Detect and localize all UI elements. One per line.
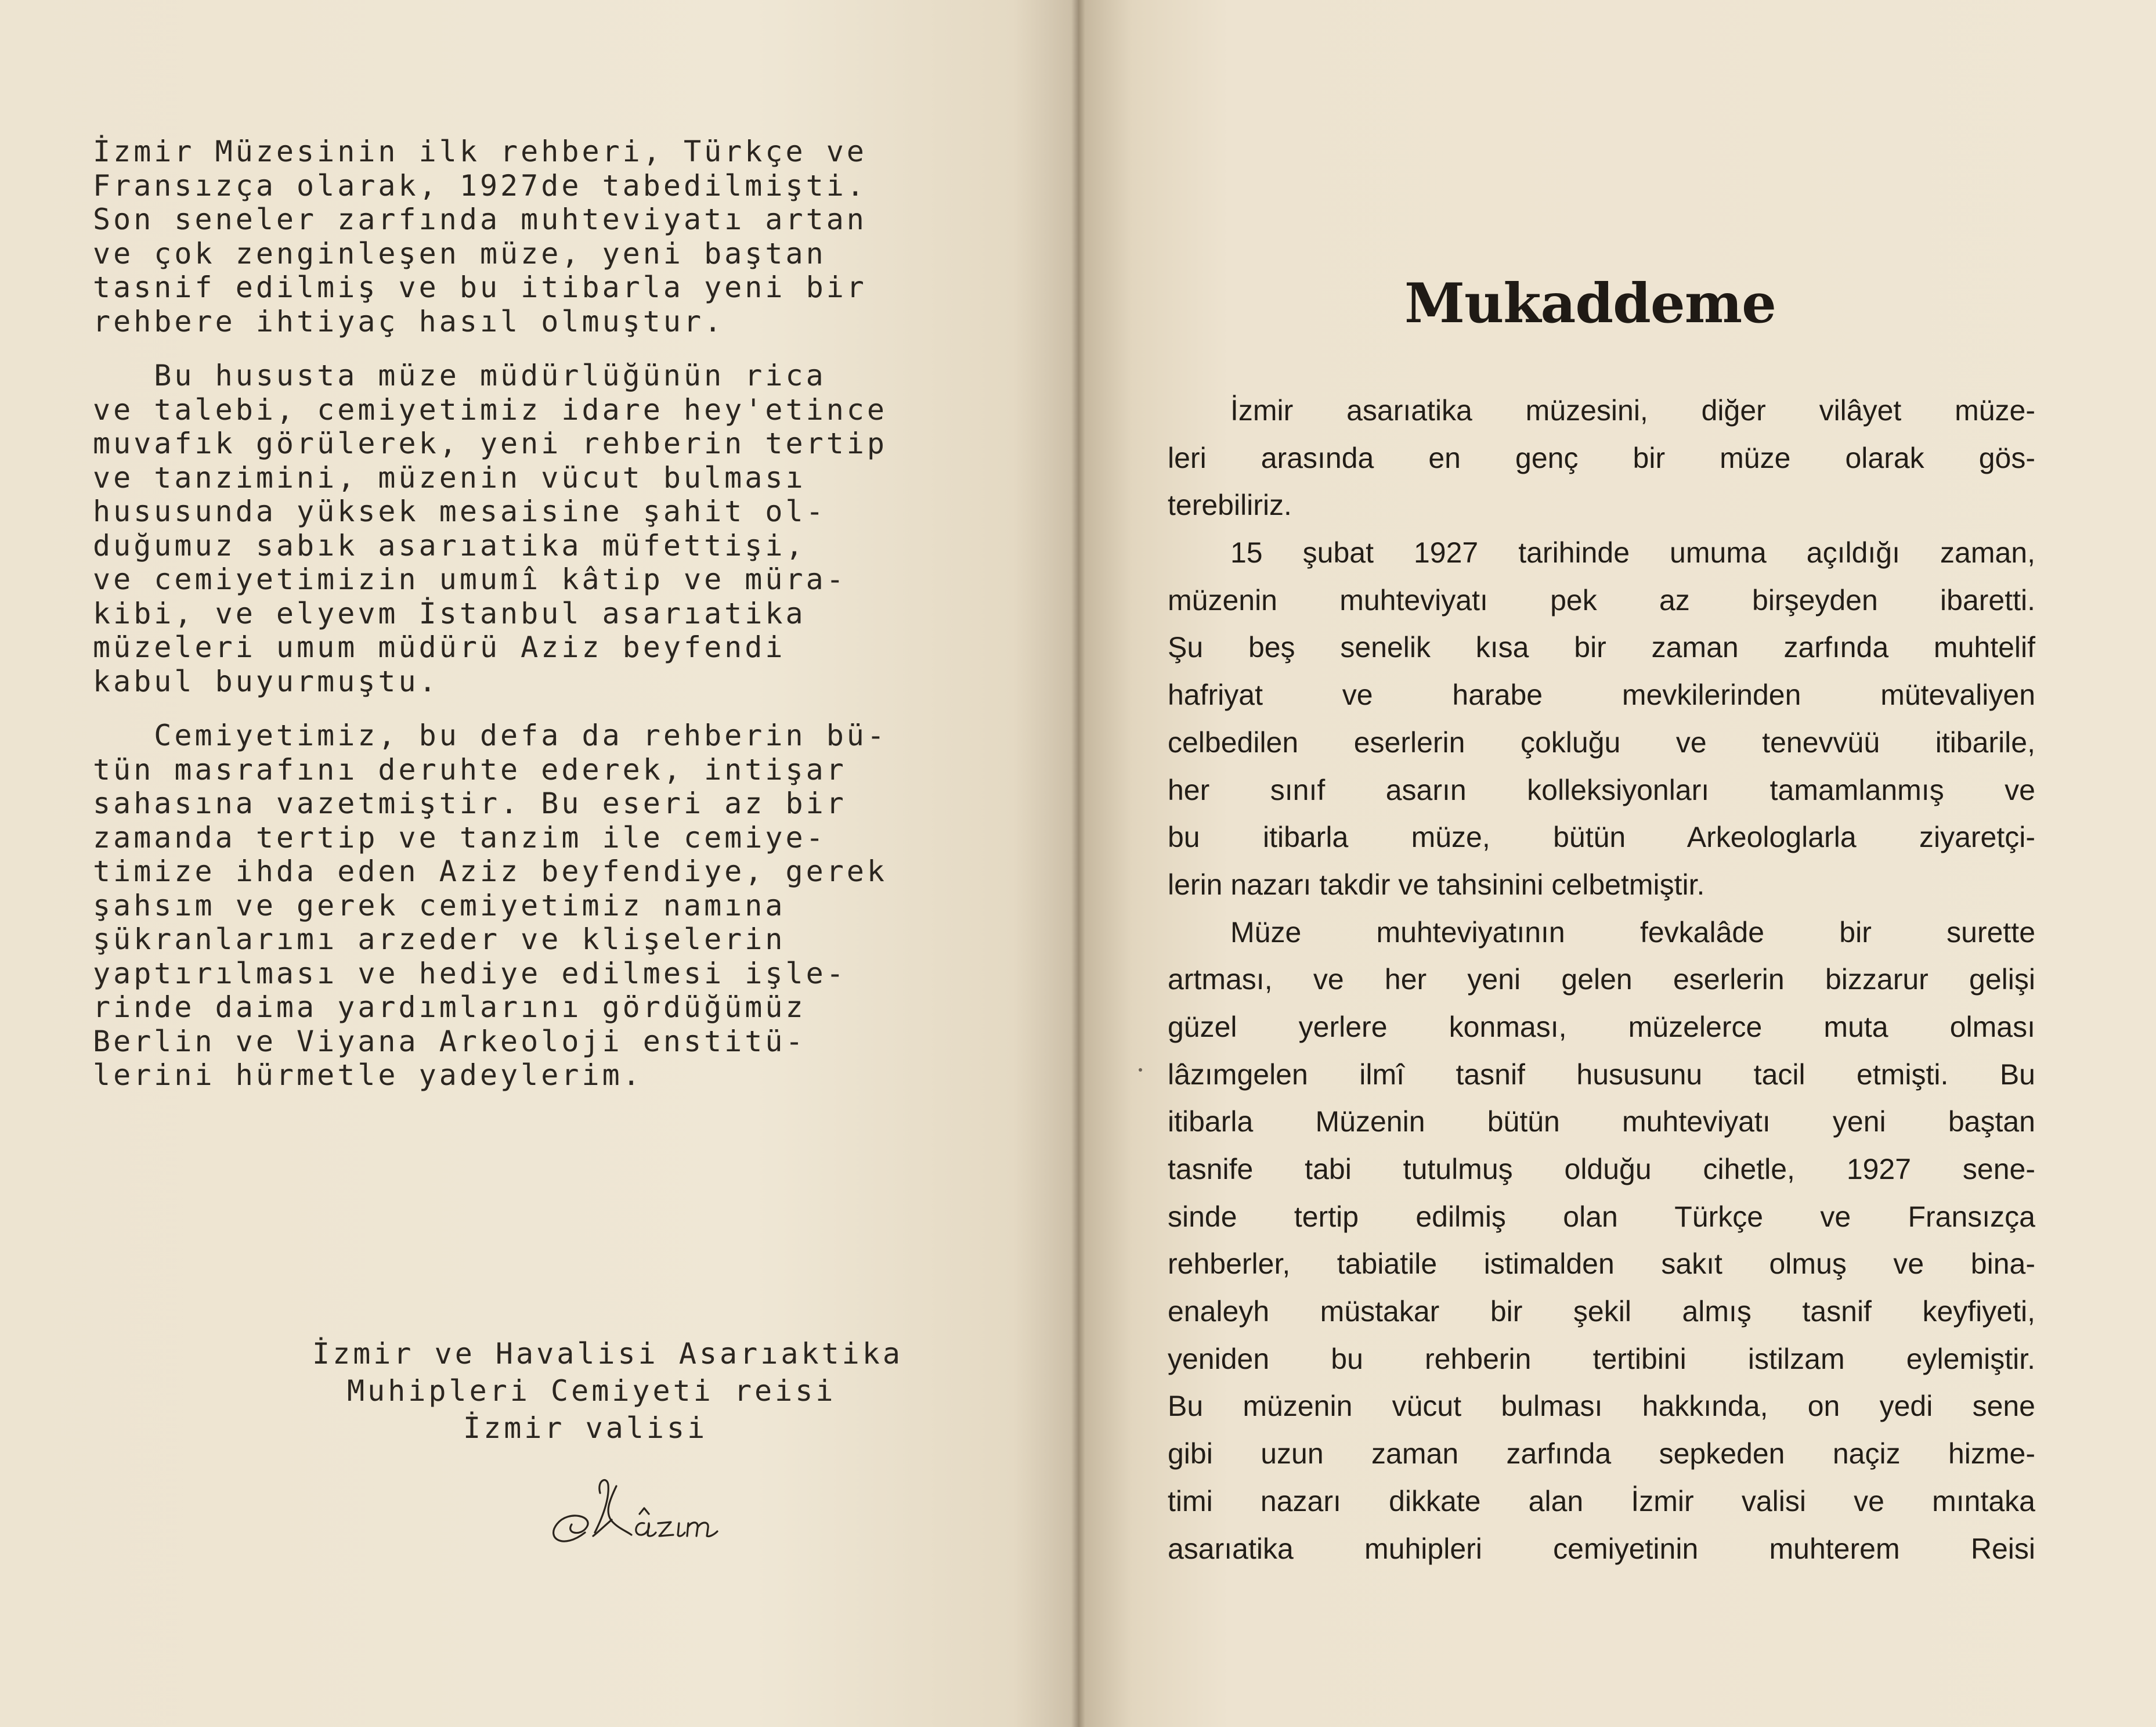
text-line: Müze muhteviyatının fevkalâde bir surette: [1230, 915, 2035, 949]
text-line: Şu beş senelik kısa bir zaman zarfında muhtelif: [1168, 631, 2035, 664]
text-line: Cemiyetimiz, bu defa da rehberin bü-: [93, 719, 887, 752]
text-line: leri arasında en genç bir müze olarak gös-: [1168, 441, 2035, 474]
text-line: muvafık görülerek, yeni rehberin tertip: [93, 427, 887, 460]
text-line: Bu hususta müze müdürlüğünün rica: [93, 359, 826, 392]
text-line: lerin nazarı takdir ve tahsinini celbetmiştir.: [1168, 868, 1705, 901]
signatory-role: İzmir valisi: [463, 1411, 708, 1445]
text-line: celbedilen eserlerin çokluğu ve tenevvüü itibarile,: [1168, 726, 2035, 759]
text-line: şahsım ve gerek cemiyetimiz namına: [93, 888, 786, 922]
text-line: ve cemiyetimizin umumî kâtip ve müra-: [93, 563, 847, 596]
text-line: yeniden bu rehberin tertibini istilzam eylemiştir.: [1168, 1342, 2035, 1375]
text-line: ve talebi, cemiyetimiz idare hey'etince: [93, 392, 887, 427]
text-line: sahasına vazetmiştir. Bu eseri az bir: [93, 787, 847, 820]
text-line: müzenin muhteviyatı pek az birşeyden ibaretti.: [1168, 583, 2035, 616]
text-line: sinde tertip edilmiş olan Türkçe ve Fransızça: [1168, 1200, 2035, 1233]
text-line: tün masrafını deruhte ederek, intişar: [93, 752, 847, 787]
text-line: terebiliriz.: [1168, 489, 1292, 522]
signatory-organization: İzmir ve Havalisi Asarıaktika: [312, 1337, 903, 1371]
handwritten-signature: [540, 1463, 783, 1562]
text-line: rehberler, tabiatile istimalden sakıt olmuş ve bina-: [1168, 1248, 2035, 1281]
text-line: Son seneler zarfında muhteviyatı artan: [93, 203, 867, 236]
text-line: gibi uzun zaman zarfında sepkeden naçiz hizme-: [1168, 1437, 2035, 1470]
page-speck: [1139, 1068, 1142, 1072]
printed-body: [1168, 387, 2035, 1573]
text-line: tasnife tabi tutulmuş olduğu cihetle, 1927 sene-: [1168, 1153, 2035, 1185]
text-line: 15 şubat 1927 tarihinde umuma açıldığı zaman,: [1230, 536, 2035, 569]
text-line: hususunda yüksek mesaisine şahit ol-: [93, 495, 826, 528]
text-line: artması, ve her yeni gelen eserlerin bizzarur gelişi: [1168, 963, 2035, 996]
text-line: İzmir Müzesinin ilk rehberi, Türkçe ve: [93, 135, 867, 168]
text-line: İzmir asarıatika müzesini, diğer vilâyet müze-: [1230, 394, 2035, 427]
text-line: ve tanzimini, müzenin vücut bulması: [93, 460, 806, 495]
text-line: yaptırılması ve hediye edilmesi işle-: [93, 956, 847, 990]
text-line: tasnif edilmiş ve bu itibarla yeni bir: [93, 271, 867, 304]
text-line: timi nazarı dikkate alan İzmir valisi ve mıntaka: [1168, 1484, 2035, 1517]
page-title: Mukaddeme: [1404, 272, 1776, 336]
text-line: Fransızça olarak, 1927de tabedilmişti.: [93, 168, 867, 203]
text-line: enaleyh müstakar bir şekil almış tasnif keyfiyeti,: [1168, 1295, 2035, 1328]
text-line: lâzımgelen ilmî tasnif hususunu tacil etmişti. Bu: [1168, 1058, 2035, 1091]
text-line: zamanda tertip ve tanzim ile cemiye-: [93, 820, 826, 855]
text-line: asarıatika muhipleri cemiyetinin muhterem Reisi: [1168, 1532, 2035, 1565]
typewritten-body: [93, 135, 1021, 1093]
text-line: hafriyat ve harabe mevkilerinden mütevaliyen: [1168, 679, 2035, 712]
text-line: her sınıf asarın kolleksiyonları tamamlanmış ve: [1168, 773, 2035, 806]
text-line: itibarla Müzenin bütün muhteviyatı yeni baştan: [1168, 1105, 2035, 1138]
text-line: rinde daima yardımlarını gördüğümüz: [93, 990, 806, 1024]
text-line: güzel yerlere konması, müzelerce muta olması: [1168, 1010, 2035, 1043]
book-gutter: [1071, 0, 1085, 1727]
text-line: kabul buyurmuştu.: [93, 664, 439, 698]
text-line: bu itibarla müze, bütün Arkeologlarla ziyaretçi-: [1168, 821, 2035, 854]
text-line: timize ihda eden Aziz beyfendiye, gerek: [93, 855, 887, 888]
signatory-title: Muhipleri Cemiyeti reisi: [347, 1374, 836, 1408]
text-line: kibi, ve elyevm İstanbul asarıatika: [93, 596, 806, 630]
text-line: Bu müzenin vücut bulması hakkında, on yedi sene: [1168, 1390, 2035, 1423]
text-line: müzeleri umum müdürü Aziz beyfendi: [93, 630, 786, 664]
text-line: Berlin ve Viyana Arkeoloji enstitü-: [93, 1024, 806, 1058]
text-line: ve çok zenginleşen müze, yeni baştan: [93, 236, 826, 271]
signature-block: [312, 1335, 1009, 1447]
text-line: duğumuz sabık asarıatika müfettişi,: [93, 528, 806, 563]
text-line: rehbere ihtiyaç hasıl olmuştur.: [93, 304, 725, 338]
text-line: lerini hürmetle yadeylerim.: [93, 1058, 643, 1092]
text-line: şükranlarımı arzeder ve klişelerin: [93, 922, 786, 956]
